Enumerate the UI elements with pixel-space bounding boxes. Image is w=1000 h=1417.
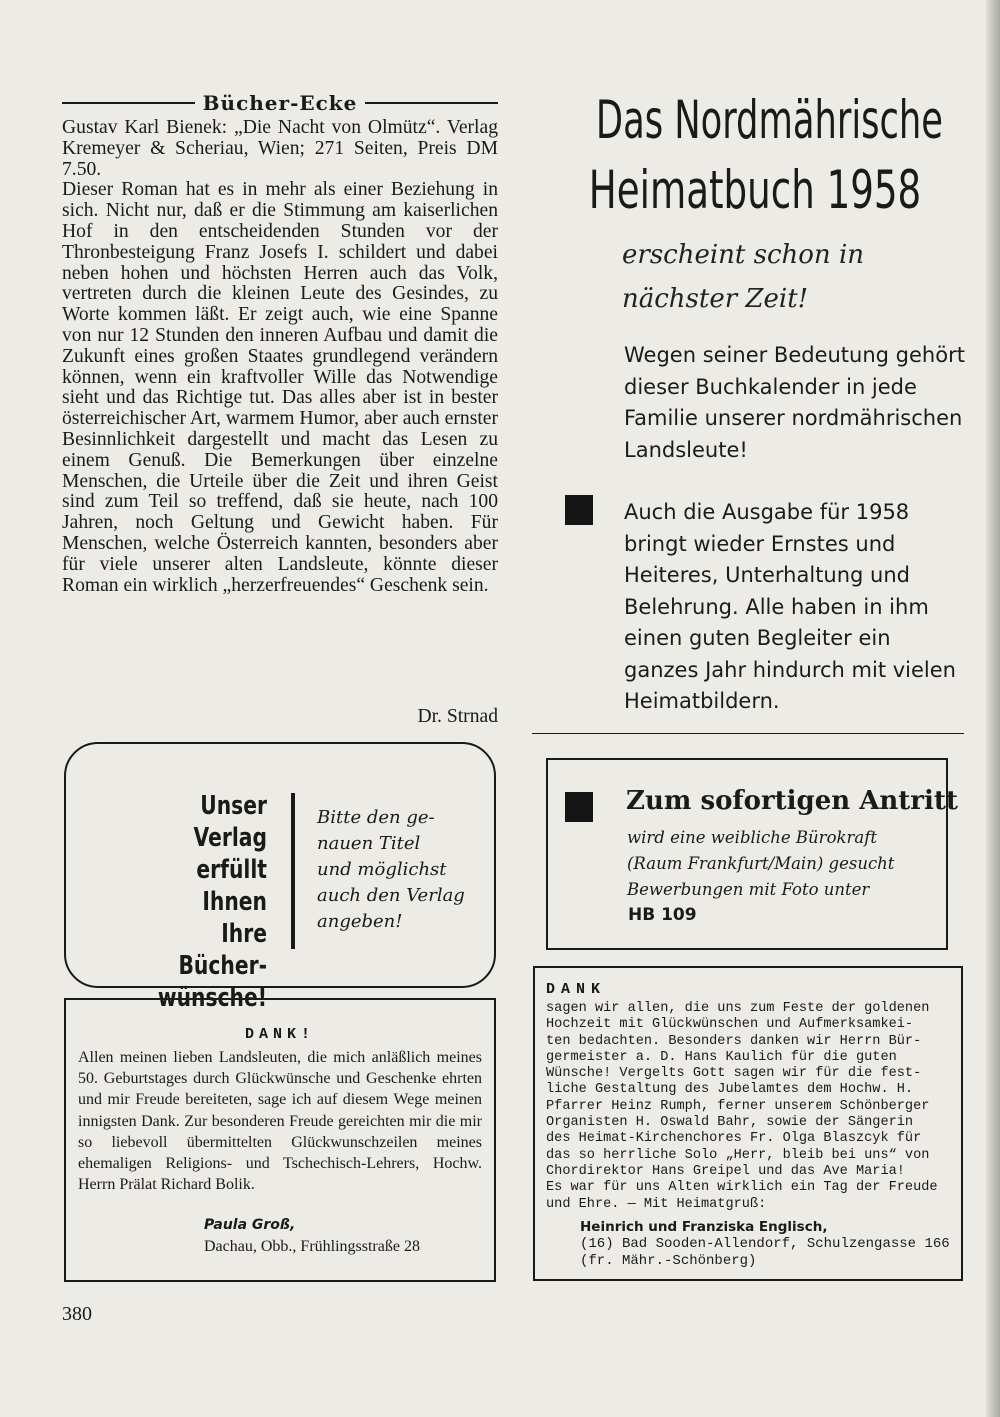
dank-right-line: Es war für uns Alten wirklich ein Tag der Freude bbox=[546, 1180, 938, 1196]
heimatbuch-title-line-1: Das Nordmährische bbox=[595, 90, 944, 151]
dank-right-line: Pfarrer Heinz Rumph, ferner unserem Schönberger bbox=[546, 1098, 930, 1114]
verlag-ad-divider bbox=[291, 793, 295, 949]
dank-right-line: ten bedachten. Besonders danken wir Herrn Bür- bbox=[546, 1033, 922, 1049]
section-title: Bücher-Ecke bbox=[202, 91, 358, 115]
job-ad-body: wird eine weibliche Bürokraft (Raum Frankfurt/Main) gesucht Bewerbungen mit Foto unter bbox=[627, 828, 895, 899]
heimatbuch-subtitle: erscheint schon in nächster Zeit! bbox=[622, 240, 864, 314]
page-number: 380 bbox=[62, 1303, 92, 1325]
book-review bbox=[62, 118, 498, 596]
dank-notice-right-body bbox=[546, 1001, 949, 1213]
dank-right-line: liche Gestaltung des Jubelamtes dem Hochw. H. bbox=[546, 1082, 914, 1098]
dank-notice-right-address: (16) Bad Sooden-Allendorf, Schulzengasse 166 (fr. Mähr.-Schönberg) bbox=[580, 1236, 950, 1269]
review-citation: Gustav Karl Bienek: „Die Nacht von Olmütz“. Verlag Kremeyer & Scheriau, Wien; 271 Seiten, Preis DM 7.50. bbox=[62, 117, 498, 180]
job-ad-title: Zum sofortigen Antritt bbox=[626, 786, 958, 816]
heimatbuch-title-line-2: Heimatbuch 1958 bbox=[588, 160, 922, 221]
verlag-ad-note: Bitte den ge- nauen Titel und möglichst auch den Verlag angeben! bbox=[317, 807, 465, 932]
dank-right-line: des Heimat-Kirchenchores Fr. Olga Blaszcyk für bbox=[546, 1131, 922, 1147]
dank-right-line: Wünsche! Vergelts Gott sagen wir für die fest- bbox=[546, 1066, 922, 1082]
dank-notice-right-name: Heinrich und Franziska Englisch, bbox=[580, 1219, 828, 1235]
heimatbuch-ad-title bbox=[540, 86, 970, 226]
bucher-ecke-heading bbox=[62, 90, 498, 116]
dank-notice-left-body: Allen meinen lieben Landsleuten, die mich anläßlich meines 50. Geburtstages durch Glückwünsche und Geschenke ehrten und mir Freude bereiteten, sage ich auf diesem Wege meinen innigsten Dank. Zur besonderen Freude gereichten mir die mir so liebevoll übermittelten Glückwunschzeilen meines ehemaligen Religions- und Tschechisch-Lehrers, Hochw. Herrn Prälat Richard Bolik. bbox=[78, 1049, 482, 1194]
heading-rule-right bbox=[365, 102, 498, 104]
dank-right-line: Chordirektor Hans Greipel und das Ave Maria! bbox=[546, 1163, 905, 1179]
black-square-bullet-2 bbox=[565, 792, 593, 822]
heimatbuch-paragraph-2: Auch die Ausgabe für 1958 bringt wieder Ernstes und Heiteres, Unterhaltung und Belehrung. Alle haben in ihm einen guten Begleiter ein ganzes Jahr hindurch mit vielen Heimatbildern. bbox=[624, 500, 956, 713]
dank-right-line: sagen wir allen, die uns zum Feste der goldenen bbox=[546, 1001, 930, 1016]
dank-right-line: Organisten H. Oswald Bahr, sowie der Sängerin bbox=[546, 1115, 914, 1131]
dank-notice-right-heading: DANK bbox=[546, 981, 607, 998]
heading-rule-left bbox=[62, 102, 195, 104]
dank-right-line: das so herrliche Solo „Herr, bleib bei uns“ von bbox=[546, 1147, 930, 1163]
job-ad-code: HB 109 bbox=[628, 905, 697, 925]
verlag-ad-title: Unser Verlag erfüllt Ihnen Ihre Bücher- wünsche! bbox=[157, 791, 267, 1013]
page-edge bbox=[986, 0, 1000, 1417]
black-square-bullet-1 bbox=[565, 495, 593, 525]
dank-right-line: Hochzeit mit Glückwünschen und Aufmerksamkei- bbox=[546, 1017, 914, 1033]
review-body: Dieser Roman hat es in mehr als einer Beziehung in sich. Nicht nur, daß er die Stimmung am kaiserlichen Hof in den entscheidenden Stunden vor der Thronbesteigung Franz Josefs I. schildert und dabei neben hohen und höchsten Herren auch das Volk, vertreten durch die kleinen Leute des Gesindes, zu Worte kommen läßt. Er zeigt auch, wie eine Spanne von nur 12 Stunden den inneren Aufbau und damit die Zukunft eines großen Staates grundlegend verändern können, wenn ein kraftvoller Wille das Notwendige sieht und das Richtige tut. Das alles aber ist in bester österreichischer Art, warmem Humor, aber auch ernster Besinnlichkeit dargestellt und macht das Lesen zu einem Genuß. Die Bemerkungen über einzelne Menschen, die Urteile über die Zeit und ihren Geist sind zum Teil so treffend, daß sie heute, nach 100 Jahren, noch Geltung und Gewicht haben. Für Menschen, welche Österreich kannten, besonders aber für viele unserer alten Landsleute, könnte dieser Roman ein wirklich „herzerfreuendes“ Geschenk sein. bbox=[62, 179, 498, 596]
dank-right-line: und Ehre. — Mit Heimatgruß: bbox=[546, 1196, 767, 1212]
review-signature: Dr. Strnad bbox=[417, 706, 498, 727]
dank-notice-left-name: Paula Groß, bbox=[204, 1217, 296, 1233]
dank-notice-left-address: Dachau, Obb., Frühlingsstraße 28 bbox=[204, 1238, 420, 1255]
heimatbuch-paragraph-1: Wegen seiner Bedeutung gehört dieser Buchkalender in jede Familie unserer nordmährischen Landsleute! bbox=[624, 343, 965, 462]
dank-notice-left-heading: DANK! bbox=[244, 1026, 315, 1043]
right-column-divider bbox=[532, 733, 964, 734]
dank-right-line: germeister a. D. Hans Kaulich für die guten bbox=[546, 1049, 897, 1065]
